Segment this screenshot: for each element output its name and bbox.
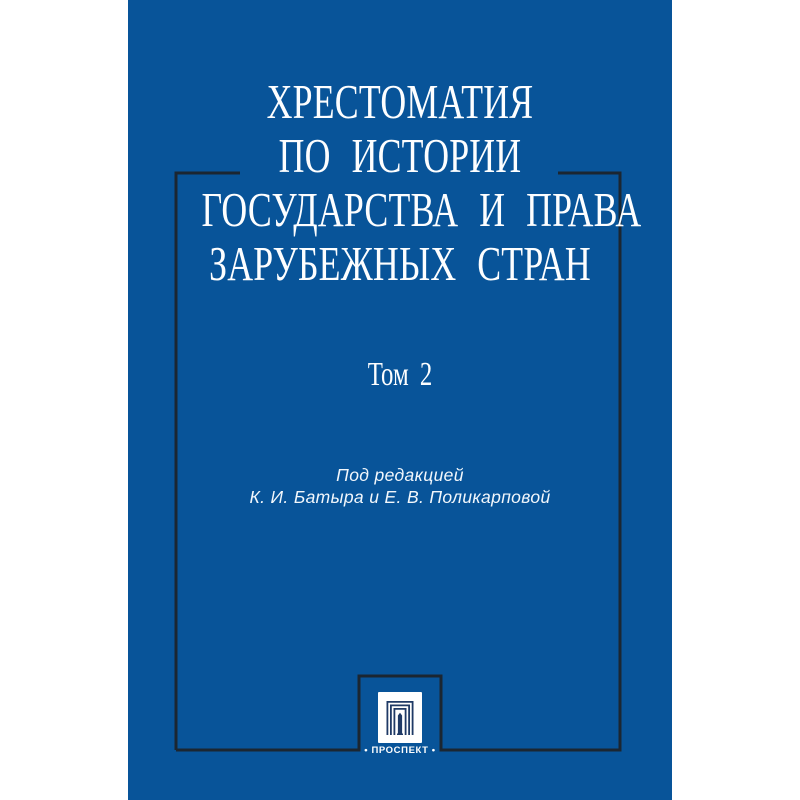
volume-label: Том 2 [367,356,433,393]
book-cover [128,0,672,800]
arch-figure [397,713,403,735]
editors-line-2: К. И. Батыра и Е. В. Поликарповой [249,487,551,507]
title-line-2: ПО ИСТОРИИ [278,128,522,183]
title-line-4: ЗАРУБЕЖНЫХ СТРАН [209,236,591,291]
publisher-name: • ПРОСПЕКТ • [364,745,436,756]
editors-block [128,464,672,508]
book-title [128,75,672,291]
title-line-3: ГОСУДАРСТВА И ПРАВА [201,182,642,237]
prospekt-arch-icon [378,692,422,743]
editors-line-1: Под редакцией [336,465,464,485]
publisher-logo-box [378,692,422,743]
title-line-1: ХРЕСТОМАТИЯ [266,74,534,129]
